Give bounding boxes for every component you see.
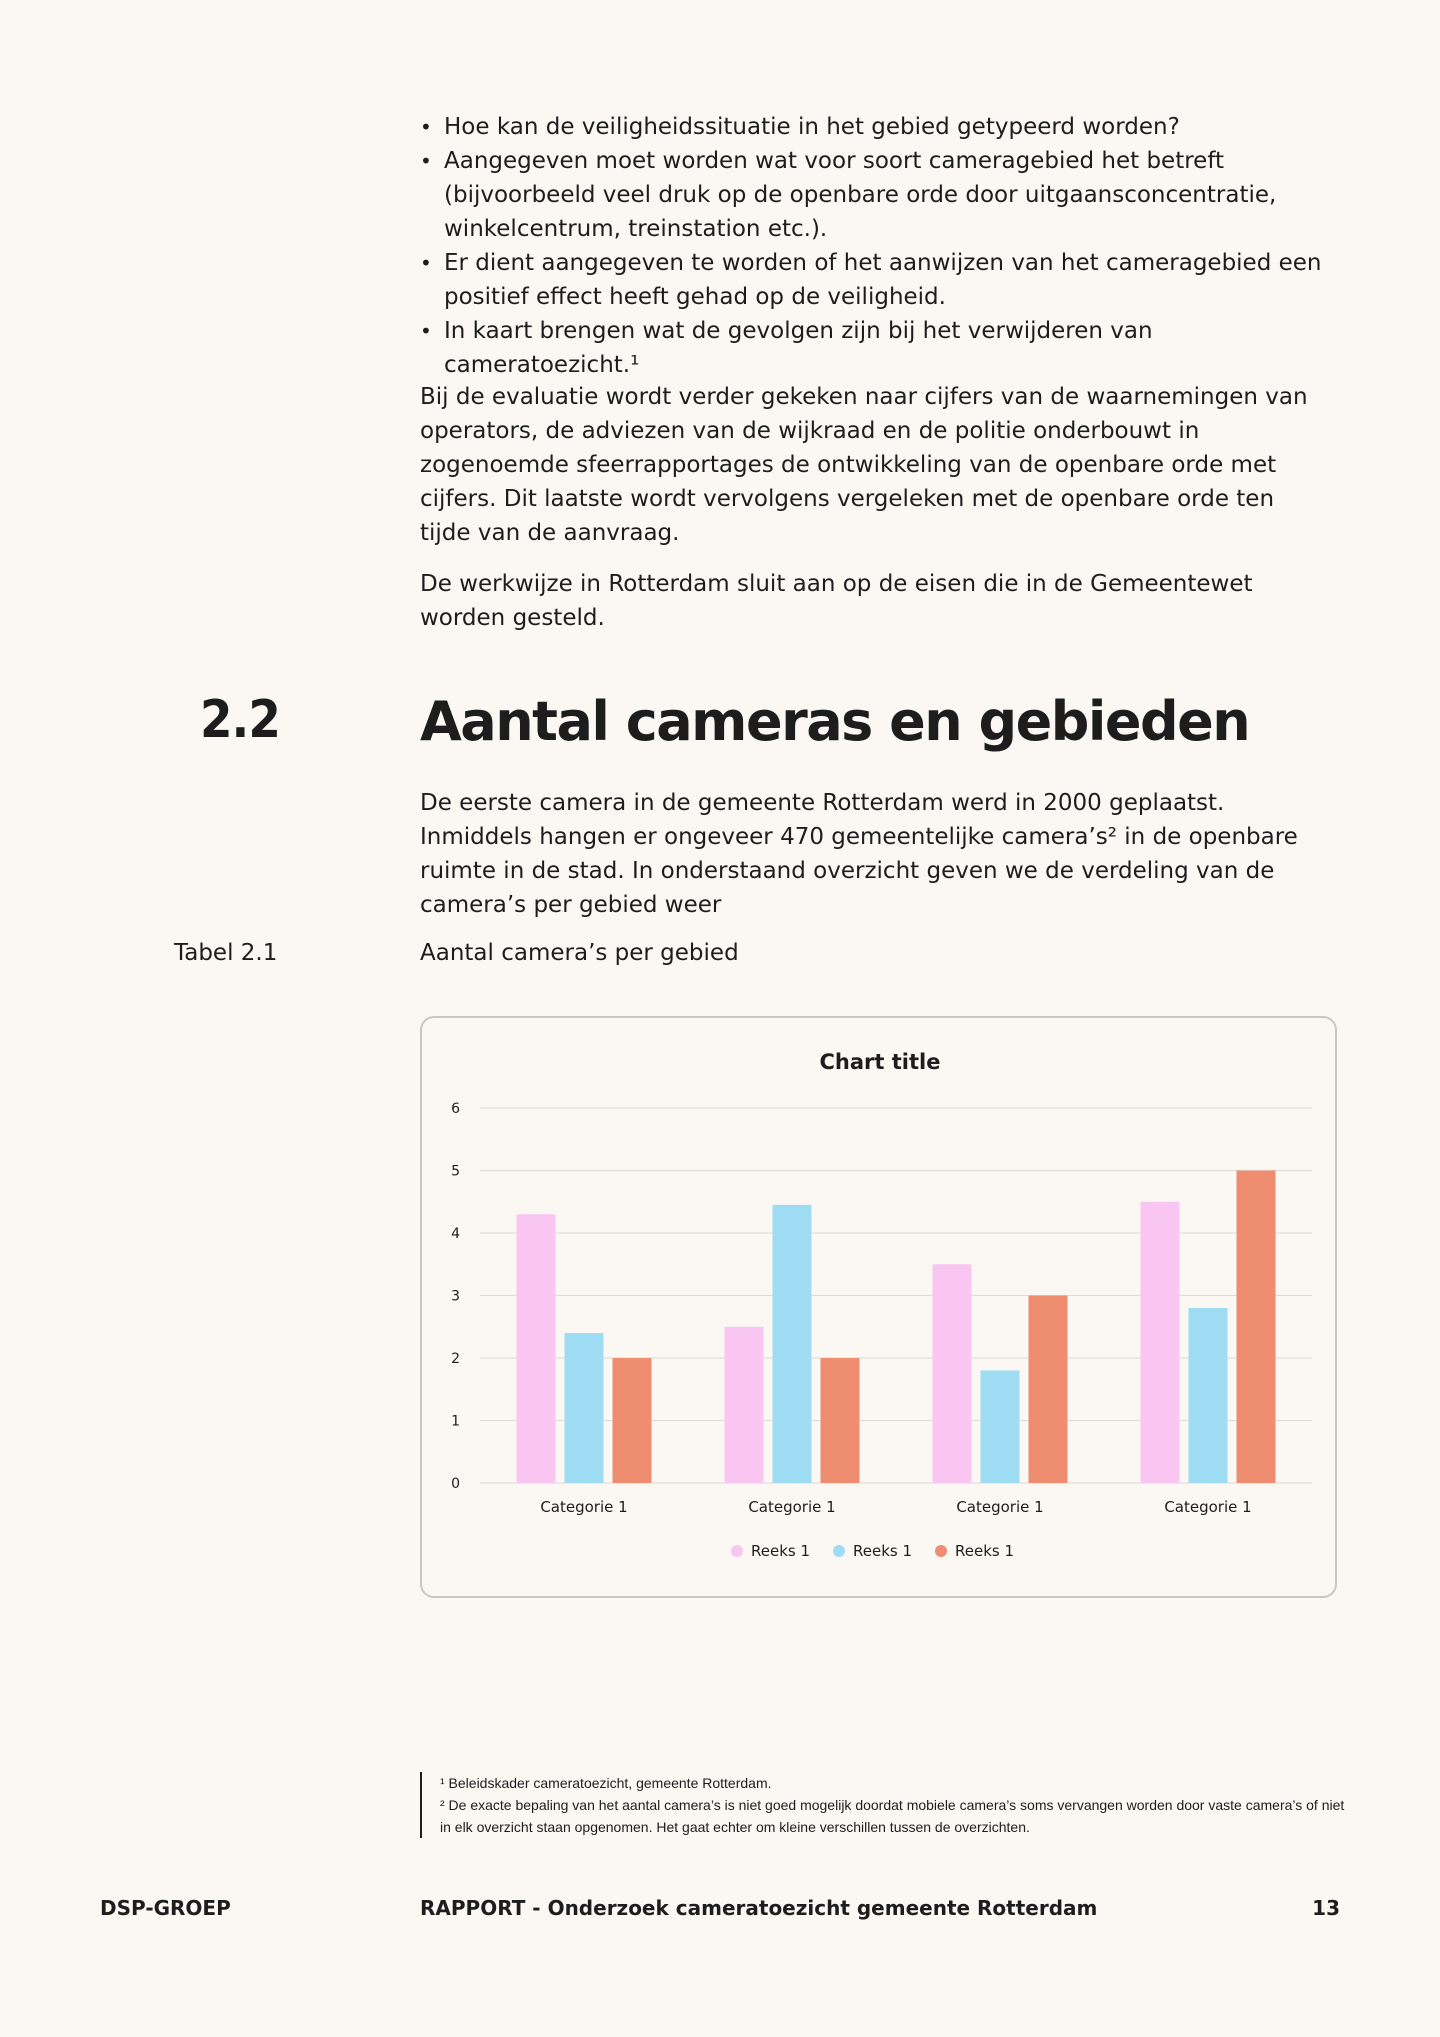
legend-marker (833, 1545, 845, 1557)
section-text: De eerste camera in de gemeente Rotterdam werd in 2000 geplaatst. Inmiddels hangen er ongeveer 470 gemeentelijke camera’s² in de openbare ruimte in de stad. In onderstaand overzicht geven we de verdeling van de camera’s per gebied weer (420, 790, 1298, 918)
y-tick-label: 2 (451, 1351, 460, 1367)
y-tick-label: 0 (451, 1476, 460, 1492)
bar (821, 1358, 860, 1483)
legend-label: Reeks 1 (751, 1542, 811, 1560)
y-tick-label: 3 (451, 1288, 460, 1305)
footnote-1: ¹ Beleidskader cameratoezicht, gemeente Rotterdam. (440, 1775, 772, 1791)
y-tick-label: 4 (451, 1226, 460, 1242)
footnote-2: ² De exacte bepaling van het aantal camera’s is niet goed mogelijk doordat mobiele camera’s soms vervangen worden door vaste camera’s of niet in elk overzicht staan opgenomen. Het gaat echter om kleine verschillen tussen de overzichten. (440, 1797, 1345, 1835)
bullet-item: • Aangegeven moet worden wat voor soort cameragebied het betreft (bijvoorbeeld veel druk op de openbare orde door uitgaansconcentratie, winkelcentrum, treinstation etc.). (420, 144, 1330, 246)
bar (773, 1205, 812, 1483)
x-tick-label: Categorie 1 (748, 1498, 836, 1516)
footer-report-title: RAPPORT - Onderzoek cameratoezicht gemeente Rotterdam (420, 1896, 1098, 1920)
bar (933, 1264, 972, 1483)
footnotes (420, 1772, 1350, 1838)
section-title: Aantal cameras en gebieden (420, 690, 1250, 753)
bar (517, 1214, 556, 1483)
legend-marker (935, 1545, 947, 1557)
bar (1029, 1296, 1068, 1484)
bar (1141, 1202, 1180, 1483)
x-tick-label: Categorie 1 (956, 1498, 1044, 1516)
chart-container (420, 1016, 1337, 1598)
x-tick-label: Categorie 1 (540, 1498, 628, 1516)
bullet-item: • In kaart brengen wat de gevolgen zijn bij het verwijderen van cameratoezicht.¹ (420, 314, 1330, 382)
y-tick-label: 5 (451, 1163, 460, 1180)
bar (565, 1333, 604, 1483)
bullet-item: • Hoe kan de veiligheidssituatie in het gebied getypeerd worden? (420, 110, 1330, 144)
paragraph-evaluation: Bij de evaluatie wordt verder gekeken naar cijfers van de waarnemingen van operators, de adviezen van de wijkraad en de politie onderbouwt in zogenoemde sfeerrapportages de ontwikkeling van de openbare orde met cijfers. Dit laatste wordt vervolgens vergeleken met de openbare orde ten tijde van de aanvraag. (420, 384, 1308, 546)
bar (613, 1358, 652, 1483)
y-tick-label: 6 (451, 1101, 460, 1117)
x-tick-label: Categorie 1 (1164, 1498, 1252, 1516)
legend-marker (731, 1545, 743, 1557)
bar (1189, 1308, 1228, 1483)
footer-brand: DSP-GROEP (100, 1896, 231, 1920)
bar (1237, 1171, 1276, 1484)
table-title: Aantal camera’s per gebied (420, 940, 739, 966)
bullet-list (420, 110, 1330, 382)
bar (725, 1327, 764, 1483)
bullet-item: • Er dient aangegeven te worden of het aanwijzen van het cameragebied een positief effect heeft gehad op de veiligheid. (420, 246, 1330, 314)
page-number: 13 (1312, 1896, 1340, 1920)
legend-label: Reeks 1 (853, 1542, 913, 1560)
bar-chart (422, 1018, 1339, 1600)
legend-label: Reeks 1 (955, 1542, 1015, 1560)
chart-title: Chart title (819, 1050, 941, 1074)
paragraph-werkwijze: De werkwijze in Rotterdam sluit aan op de eisen die in de Gemeentewet worden gesteld. (420, 571, 1253, 631)
section-number: 2.2 (200, 690, 280, 750)
y-tick-label: 1 (451, 1413, 460, 1430)
bar (981, 1371, 1020, 1484)
table-label: Tabel 2.1 (174, 940, 278, 966)
